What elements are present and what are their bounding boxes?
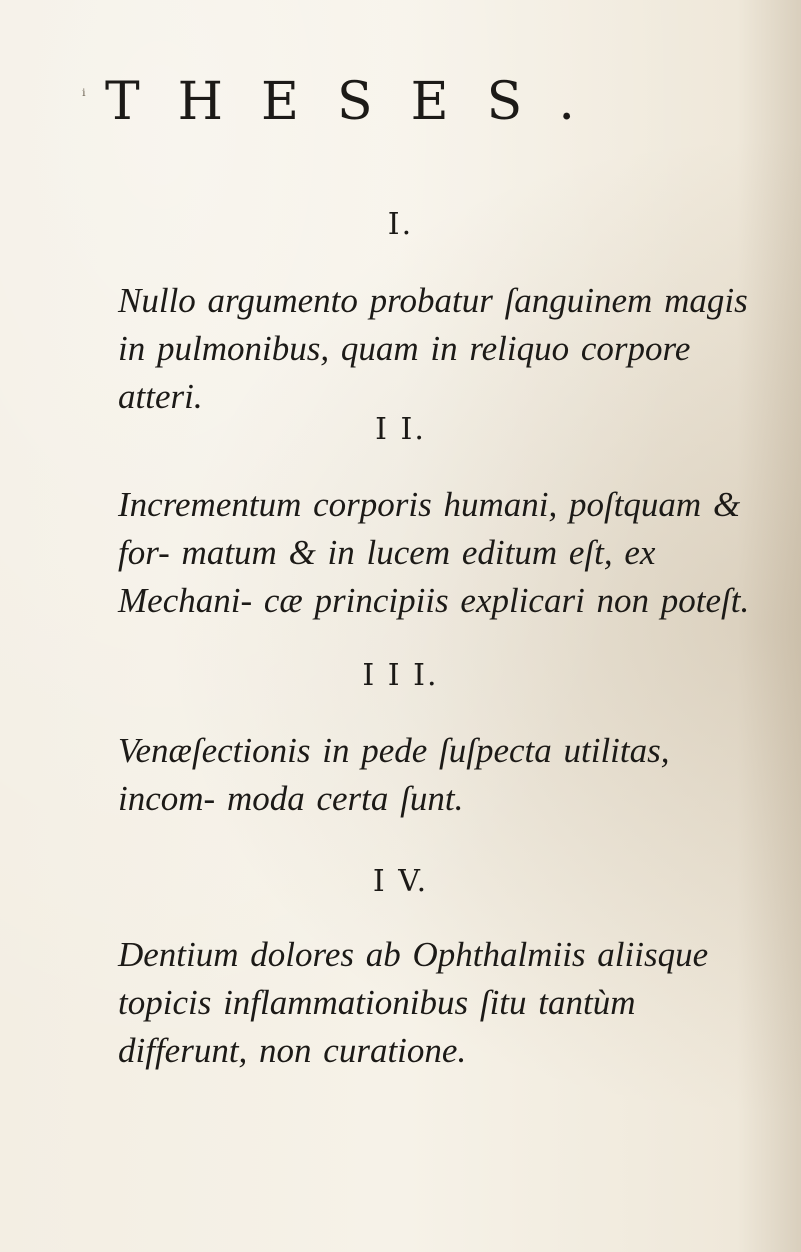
- thesis-text-1: Nullo argumento probatur ſanguinem magis in pulmonibus, quam in reliquo corpore atteri.: [118, 281, 748, 416]
- thesis-text-4: Dentium dolores ab Ophthalmiis aliisque topicis inflammationibus ſitu tantùm differunt, non curatione.: [118, 935, 709, 1070]
- thesis-numeral-4: I V.: [372, 864, 429, 899]
- thesis-text-3: Venæſectionis in pede ſuſpecta utilitas, incom- moda certa ſunt.: [118, 731, 670, 818]
- thesis-numeral-3: I I I.: [362, 658, 439, 693]
- thesis-text-2: Incrementum corporis humani, poſtquam & for- matum & in lucem editum eſt, ex Mechani- cæ principiis explicari non poteſt.: [118, 485, 750, 620]
- page-title: THESES.: [105, 72, 613, 132]
- thesis-numeral-2: I I.: [375, 412, 426, 447]
- page-mark: ⁱ: [82, 86, 86, 107]
- thesis-numeral-1: I.: [387, 207, 414, 242]
